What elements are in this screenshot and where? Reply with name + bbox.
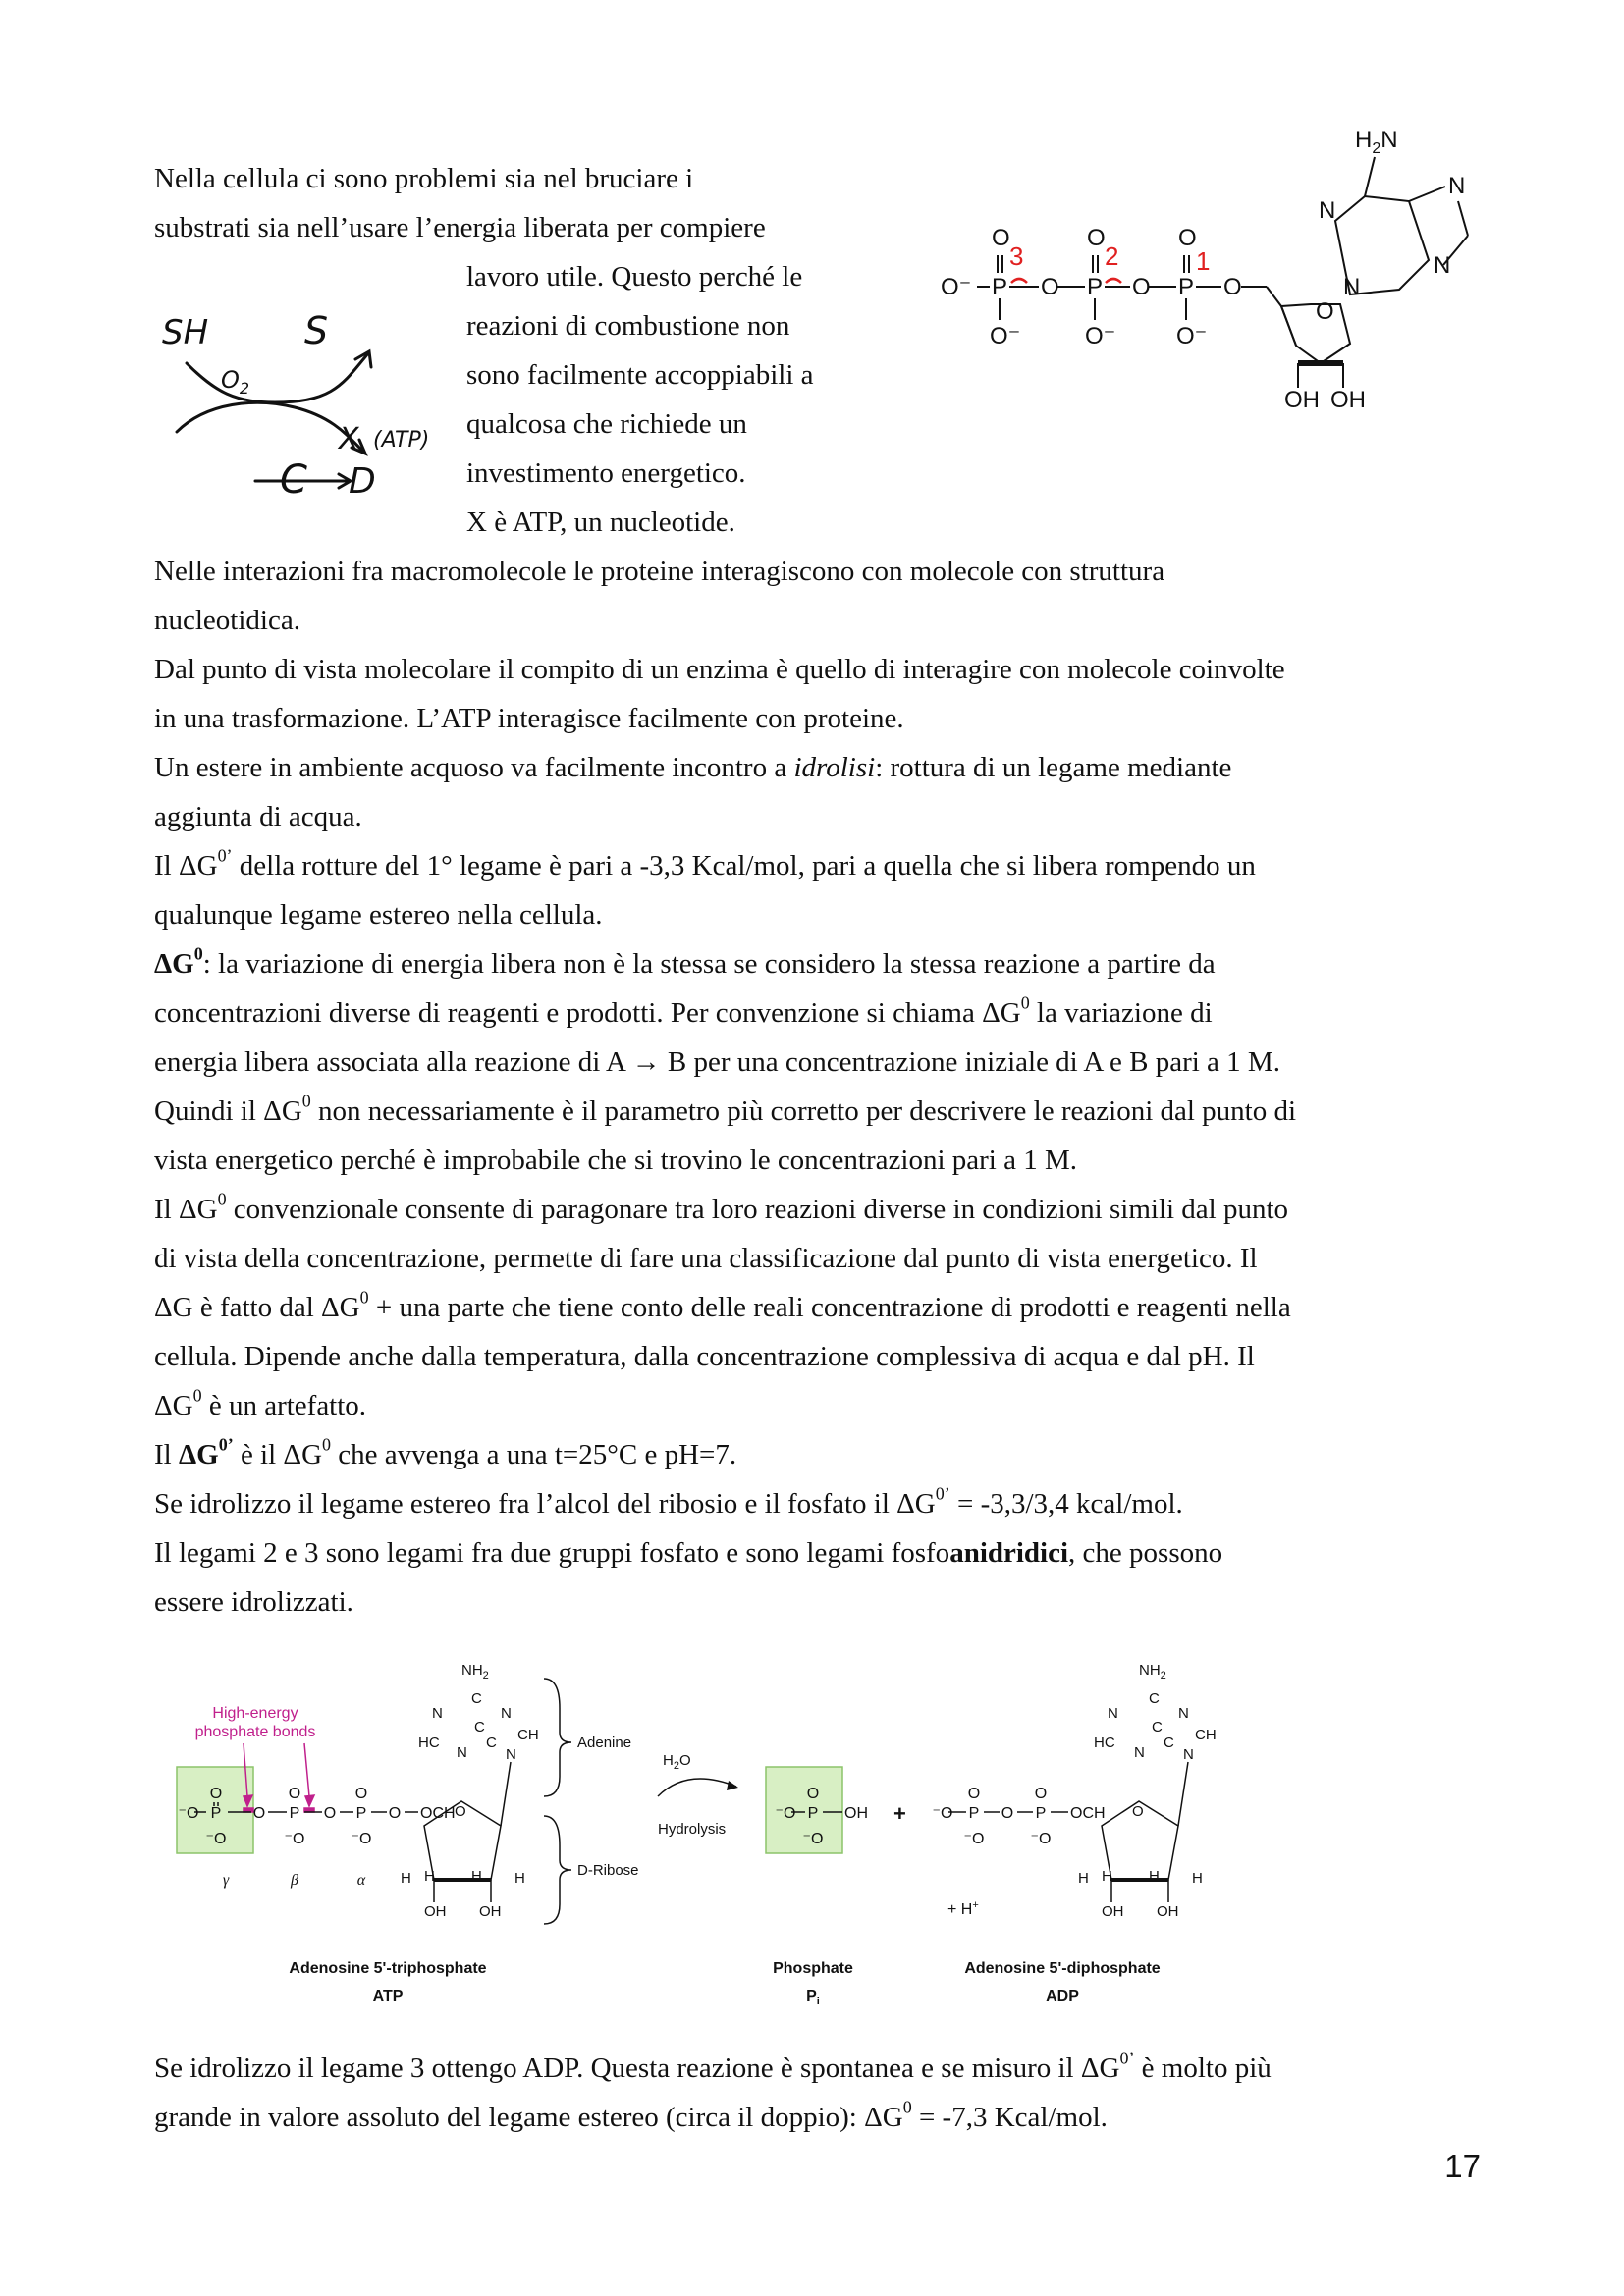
gamma-label: γ [222, 1872, 230, 1889]
svg-text:H: H [401, 1870, 411, 1887]
o-atom: O [992, 225, 1010, 251]
d-label: D [349, 461, 376, 501]
svg-text:H: H [1149, 1868, 1160, 1885]
svg-text:N: N [457, 1744, 467, 1761]
s-label: S [304, 309, 329, 352]
adenine-label: Adenine [577, 1735, 632, 1751]
beta-label: β [291, 1872, 298, 1889]
svg-text:H: H [471, 1868, 482, 1885]
svg-text:O: O [1132, 1803, 1144, 1820]
c-label: C [280, 457, 307, 501]
sh-label: SH [162, 313, 209, 352]
svg-text:HC: HC [1094, 1735, 1115, 1751]
svg-text:⁻O: ⁻O [963, 1831, 985, 1847]
svg-text:O: O [323, 1805, 337, 1822]
svg-text:OCH: OCH [1070, 1805, 1106, 1822]
n-atom: N [1448, 173, 1466, 199]
bond-3-annotation: 3 [1009, 241, 1024, 271]
svg-text:C: C [486, 1735, 497, 1751]
svg-text:H: H [424, 1868, 435, 1885]
paragraph-conventional: Il $\Delta G^0$ convenzionale consente di paragonare tra loro reazioni diverse in condizioni simili dal punto di vista della concentrazione, permette di fare una classificazione dal punto di vista energetico. Il ΔG è fatto dal $\Delta G^0$ + una parte che tiene conto delle reali concentrazione di prodotti e reagenti nella cellula. Dipende anche dalla temperatura, dalla concentrazione complessiva di acqua e dal pH. Il $\Delta G^0$ è un artefatto. [154, 1189, 1291, 1421]
svg-text:P: P [968, 1805, 980, 1822]
paragraph-adp: Se idrolizzo il legame 3 ottengo ADP. Questa reazione è spontanea e se misuro il $\Delta G^{0’}$ è molto più grande in valore assoluto del legame estereo (circa il doppio): $\Delta G^0 = -7,3$ Kcal/mol. [154, 2048, 1272, 2133]
paragraph-macromolecules: Nelle interazioni fra macromolecole le proteine interagiscono con molecole con struttura nucleotidica. [154, 556, 1165, 636]
svg-text:⁻O: ⁻O [932, 1805, 953, 1822]
svg-text:HC: HC [418, 1735, 440, 1751]
svg-text:O: O [1001, 1805, 1014, 1822]
oh-group: OH [1284, 387, 1320, 413]
svg-text:N: N [1134, 1744, 1145, 1761]
svg-text:C: C [471, 1690, 482, 1707]
nh2-label: $NH_2$ [1139, 1662, 1166, 1682]
svg-text:⁻O: ⁻O [205, 1831, 227, 1847]
svg-text:O: O [288, 1786, 301, 1802]
svg-text:O: O [209, 1786, 223, 1802]
atp-abbr: ATP [372, 1988, 404, 2004]
svg-text:CH: CH [517, 1727, 539, 1743]
h-plus-label: + H+ [947, 1899, 979, 1918]
atp-structure-top [933, 118, 1492, 422]
wrap-line: reazioni di combustione non [466, 310, 790, 342]
paragraph-idrolisi: Un estere in ambiente acquoso va facilmente incontro a idrolisi: rottura di un legame mediante aggiunta di acqua. [154, 752, 1232, 832]
svg-text:N: N [432, 1705, 443, 1722]
svg-text:P: P [1035, 1805, 1047, 1822]
wrap-line: sono facilmente accoppiabili a [466, 359, 814, 391]
n-atom: N [1434, 252, 1451, 279]
svg-text:O: O [455, 1803, 466, 1820]
svg-text:⁻O: ⁻O [178, 1805, 199, 1822]
svg-text:P: P [210, 1805, 222, 1822]
svg-text:OH: OH [1102, 1903, 1124, 1920]
svg-text:P: P [289, 1805, 300, 1822]
wrap-line: lavoro utile. Questo perché le [466, 261, 803, 293]
wrap-line: X è ATP, un nucleotide. [466, 507, 735, 538]
svg-text:OH: OH [424, 1903, 447, 1920]
ring-o-atom: O [1316, 298, 1334, 325]
intro-wrapped-text [466, 252, 814, 547]
svg-text:H: H [1102, 1868, 1112, 1885]
o-atom: O [1041, 274, 1059, 300]
o-atom: O [1178, 225, 1197, 251]
nh2-label: $H_2N$ [1355, 127, 1398, 157]
bond-1-annotation: 1 [1196, 246, 1211, 276]
wrap-line: qualcosa che richiede un [466, 408, 747, 440]
svg-text:N: N [501, 1705, 512, 1722]
svg-text:⁻O: ⁻O [775, 1805, 796, 1822]
o-atom: O [1223, 274, 1242, 300]
p-atom: P [1178, 274, 1195, 300]
intro-line-1: Nella cellula ci sono problemi sia nel bruciare i [154, 163, 694, 194]
svg-text:C: C [1149, 1690, 1160, 1707]
o-atom: O [1132, 274, 1151, 300]
coupling-arrow [177, 402, 363, 452]
p-atom: P [1087, 274, 1104, 300]
svg-text:H: H [1078, 1870, 1089, 1887]
wrap-line: investimento energetico. [466, 457, 746, 489]
o-minus-atom: O⁻ [1085, 323, 1116, 349]
svg-text:H: H [1192, 1870, 1203, 1887]
svg-text:OCH: OCH [420, 1805, 456, 1822]
svg-text:C: C [1164, 1735, 1174, 1751]
o-atom: O [1087, 225, 1106, 251]
alpha-label: α [356, 1872, 366, 1889]
intro-line-2: substrati sia nell’usare l’energia liberata per compiere [154, 212, 766, 243]
svg-text:N: N [1108, 1705, 1118, 1722]
water-label: $H_2O$ [663, 1752, 691, 1772]
svg-text:O: O [806, 1786, 820, 1802]
p-atom: P [992, 274, 1008, 300]
svg-text:P: P [355, 1805, 367, 1822]
svg-text:OH: OH [844, 1805, 868, 1822]
svg-text:⁻O: ⁻O [284, 1831, 305, 1847]
paragraph-delta-g0: $\Delta G^0$: la variazione di energia libera non è la stessa se considero la stessa reazione a partire da concentrazioni diverse di reagenti e prodotti. Per convenzione si chiama $\Delta G^0$ la variazione di energia libera associata alla reazione di A → B per una concentrazione iniziale di A e B pari a 1 M. Quindi il $\Delta G^0$ non necessariamente è il parametro più corretto per descrivere le reazioni dal punto di vista energetico perché è improbabile che si trovino le concentrazioni pari a 1 M. [154, 943, 1297, 1176]
atp-hydrolysis-figure [167, 1649, 1257, 2022]
o-minus-atom: O⁻ [1176, 323, 1208, 349]
plus-sign: + [893, 1801, 906, 1826]
adp-abbr: ADP [1046, 1988, 1079, 2004]
svg-text:⁻O: ⁻O [802, 1831, 824, 1847]
n-atom: N [1319, 197, 1336, 224]
paragraph-standard-conditions: Il $\Delta G^{0’}$ è il $\Delta G^0$ che avvenga a una t=25°C e pH=7. Se idrolizzo il legame estereo fra l’alcol del ribosio e il fosfato il $\Delta G^{0’} = -3,3/3,4$ kcal/mol. Il legami 2 e 3 sono legami fra due gruppi fosfato e sono legami fosfoanidridici, che possono essere idrolizzati. [154, 1434, 1223, 1618]
pi-abbr: $P_i$ [806, 1988, 820, 2007]
svg-text:P: P [807, 1805, 819, 1822]
o2-label: $O_2$ [221, 366, 250, 398]
svg-text:⁻O: ⁻O [351, 1831, 372, 1847]
atp-caption: Adenosine 5'-triphosphate [289, 1960, 487, 1977]
svg-text:N: N [1183, 1746, 1194, 1763]
paragraph-first-bond: Il $\Delta G^{0’}$ della rotture del 1° legame è pari a -3,3 Kcal/mol, pari a quella che si libera rompendo un qualunque legame estereo nella cellula. [154, 845, 1256, 931]
nh2-label: $NH_2$ [461, 1662, 489, 1682]
high-energy-label: phosphate bonds [194, 1724, 316, 1740]
svg-text:H: H [514, 1870, 525, 1887]
svg-text:O: O [967, 1786, 981, 1802]
svg-text:C: C [474, 1719, 485, 1735]
phosphate-caption: Phosphate [773, 1960, 853, 1977]
hydrolysis-label: Hydrolysis [658, 1821, 727, 1838]
oh-group: OH [1330, 387, 1366, 413]
combustion-arrow [187, 353, 368, 402]
o-minus-atom: O⁻ [990, 323, 1021, 349]
paragraph-enzyme: Dal punto di vista molecolare il compito di un enzima è quello di interagire con molecole coinvolte in una trasformazione. L’ATP interagisce facilmente con proteine. [154, 654, 1285, 734]
o-minus-atom: O⁻ [941, 274, 972, 300]
x-label: X [339, 422, 359, 456]
n-atom: N [1343, 274, 1361, 300]
d-ribose-label: D-Ribose [577, 1862, 639, 1879]
svg-text:⁻O: ⁻O [1030, 1831, 1052, 1847]
page-number: 17 [1444, 2148, 1481, 2184]
svg-text:N: N [1178, 1705, 1189, 1722]
coupled-reaction-sketch [147, 304, 461, 501]
adp-caption: Adenosine 5'-diphosphate [964, 1960, 1161, 1977]
svg-text:N: N [506, 1746, 516, 1763]
high-energy-label: High-energy [212, 1705, 298, 1722]
svg-text:OH: OH [479, 1903, 502, 1920]
svg-text:O: O [354, 1786, 368, 1802]
svg-text:O: O [1034, 1786, 1048, 1802]
svg-text:OH: OH [1157, 1903, 1179, 1920]
svg-text:O: O [252, 1805, 266, 1822]
svg-text:CH: CH [1195, 1727, 1217, 1743]
svg-text:O: O [388, 1805, 402, 1822]
atp-label: (ATP) [373, 428, 430, 453]
svg-text:C: C [1152, 1719, 1163, 1735]
bond-2-annotation: 2 [1105, 241, 1119, 271]
